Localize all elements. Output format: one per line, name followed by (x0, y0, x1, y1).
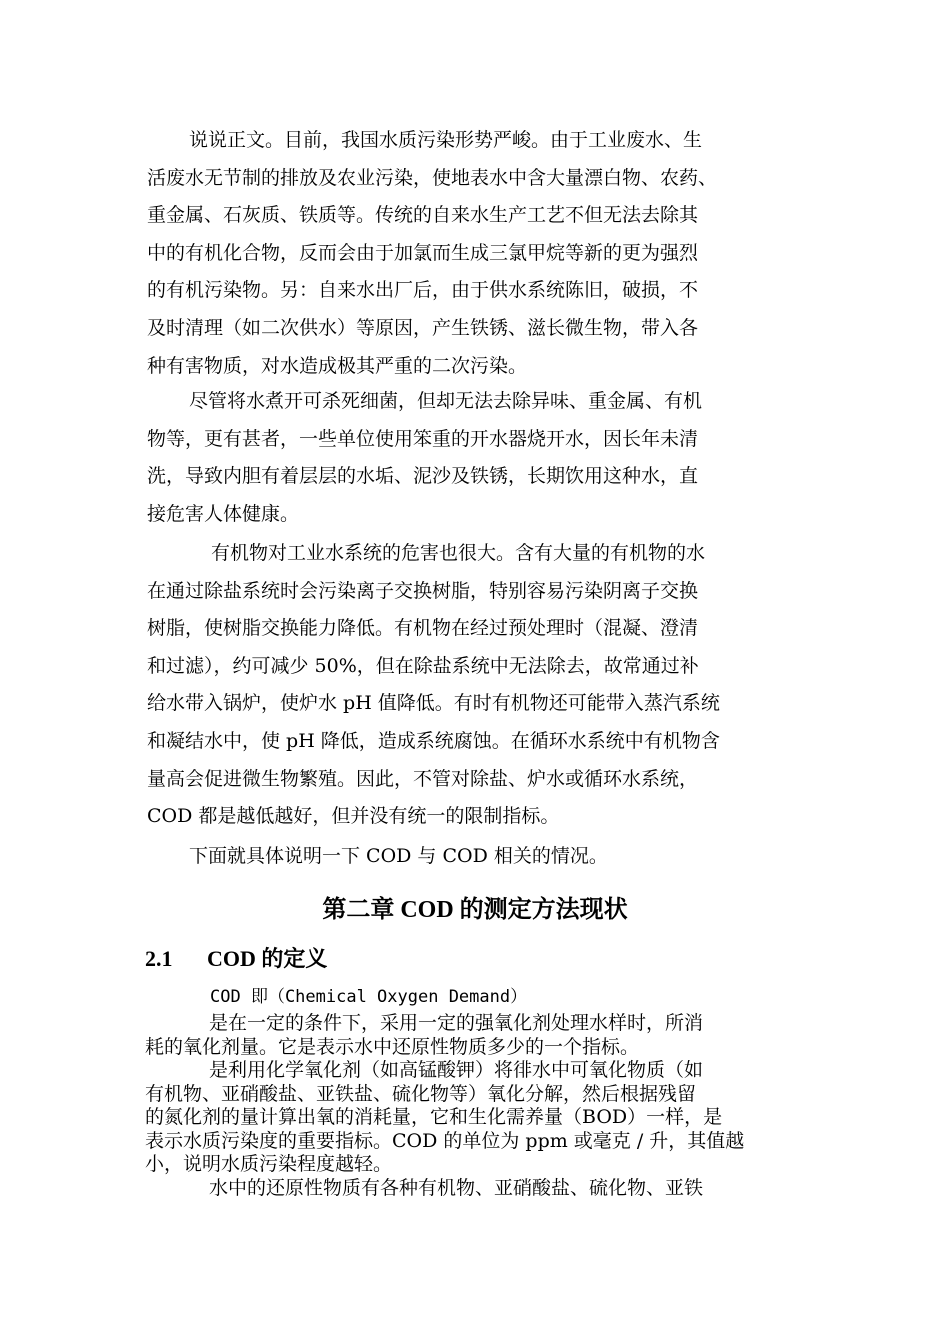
definition-intro (210, 986, 870, 1010)
text-line: 是利用化学氧化剂（如高锰酸钾）将徘水中可氧化物质（如 (209, 1059, 704, 1081)
text-line: 说说正文。目前，我国水质污染形势严峻。由于工业废水、生 (189, 129, 703, 151)
text-line: 及时清理（如二次供水）等原因，产生铁锈、滋长微生物，带入各 (147, 316, 699, 339)
text-line: 是在一定的条件下，采用一定的强氧化剂处理水样时，所消 (209, 1012, 704, 1034)
text-line: COD 即（Chemical Oxygen Demand） (210, 987, 528, 1007)
chapter-title: 第二章 COD 的测定方法现状 (322, 897, 628, 923)
text-line: 量高会促进微生物繁殖。因此，不管对除盐、炉水或循环水系统， (147, 767, 699, 790)
definition-block-3 (145, 1177, 805, 1201)
text-line: 尽管将水煮开可杀死细菌，但却无法去除异味、重金属、有机 (189, 390, 703, 412)
paragraph-industrial-water (147, 535, 803, 836)
section-number: 2.1 (145, 946, 173, 971)
definition-block-2 (145, 1059, 805, 1177)
definition-block-1 (145, 1012, 805, 1059)
text-line: COD 都是越低越好，但并没有统一的限制指标。 (147, 805, 560, 828)
text-line: 树脂，使树脂交换能力降低。有机物在经过预处理时（混凝、澄清 (147, 617, 699, 640)
text-line: 有机物对工业水系统的危害也很大。含有大量的有机物的水 (211, 542, 706, 564)
text-line: 的氮化剂的量计算出氧的消耗量，它和生化需养量（BOD）一样，是 (145, 1106, 723, 1129)
text-line: 下面就具体说明一下 COD 与 COD 相关的情况。 (189, 845, 608, 867)
section-title: COD 的定义 (207, 946, 328, 971)
text-line: 种有害物质，对水造成极其严重的二次污染。 (147, 354, 528, 377)
text-line: 重金属、石灰质、铁质等。传统的自来水生产工艺不但无法去除其 (147, 204, 699, 227)
text-line: 耗的氧化剂量。它是表示水中还原性物质多少的一个指标。 (145, 1035, 640, 1058)
text-line: 中的有机化合物，反而会由于加氯而生成三氯甲烷等新的更为强烈 (147, 241, 699, 264)
text-line: 洗，导致内胆有着层层的水垢、泥沙及铁锈，长期饮用这种水，直 (147, 465, 699, 488)
text-line: 的有机污染物。另：自来水出厂后，由于供水系统陈旧，破损，不 (147, 279, 699, 302)
paragraph-water-pollution (147, 122, 803, 385)
text-line: 表示水质污染度的重要指标。COD 的单位为 ppm 或毫克 / 升，其值越 (145, 1129, 745, 1152)
text-line: 接危害人体健康。 (147, 502, 300, 525)
text-line: 小，说明水质污染程度越轻。 (145, 1153, 393, 1176)
paragraph-boiling-water (147, 383, 803, 533)
text-line: 和过滤），约可减少 50%，但在除盐系统中无法除去，故常通过补 (147, 654, 699, 677)
text-line: 水中的还原性物质有各种有机物、亚硝酸盐、硫化物、亚铁 (209, 1177, 704, 1199)
text-line: 物等，更有甚者，一些单位使用笨重的开水器烧开水，因长年未清 (147, 427, 699, 450)
paragraph-transition (147, 838, 803, 876)
section-heading (145, 943, 327, 975)
text-line: 有机物、亚硝酸盐、亚铁盐、硫化物等）氧化分解，然后根据残留 (145, 1082, 697, 1105)
text-line: 在通过除盐系统时会污染离子交换树脂，特别容易污染阴离子交换 (147, 579, 699, 602)
text-line: 给水带入锅炉，使炉水 pH 值降低。有时有机物还可能带入蒸汽系统 (147, 692, 720, 715)
text-line: 和凝结水中，使 pH 降低，造成系统腐蚀。在循环水系统中有机物含 (147, 729, 720, 752)
text-line: 活废水无节制的排放及农业污染，使地表水中含大量漂白物、农药、 (147, 166, 718, 189)
